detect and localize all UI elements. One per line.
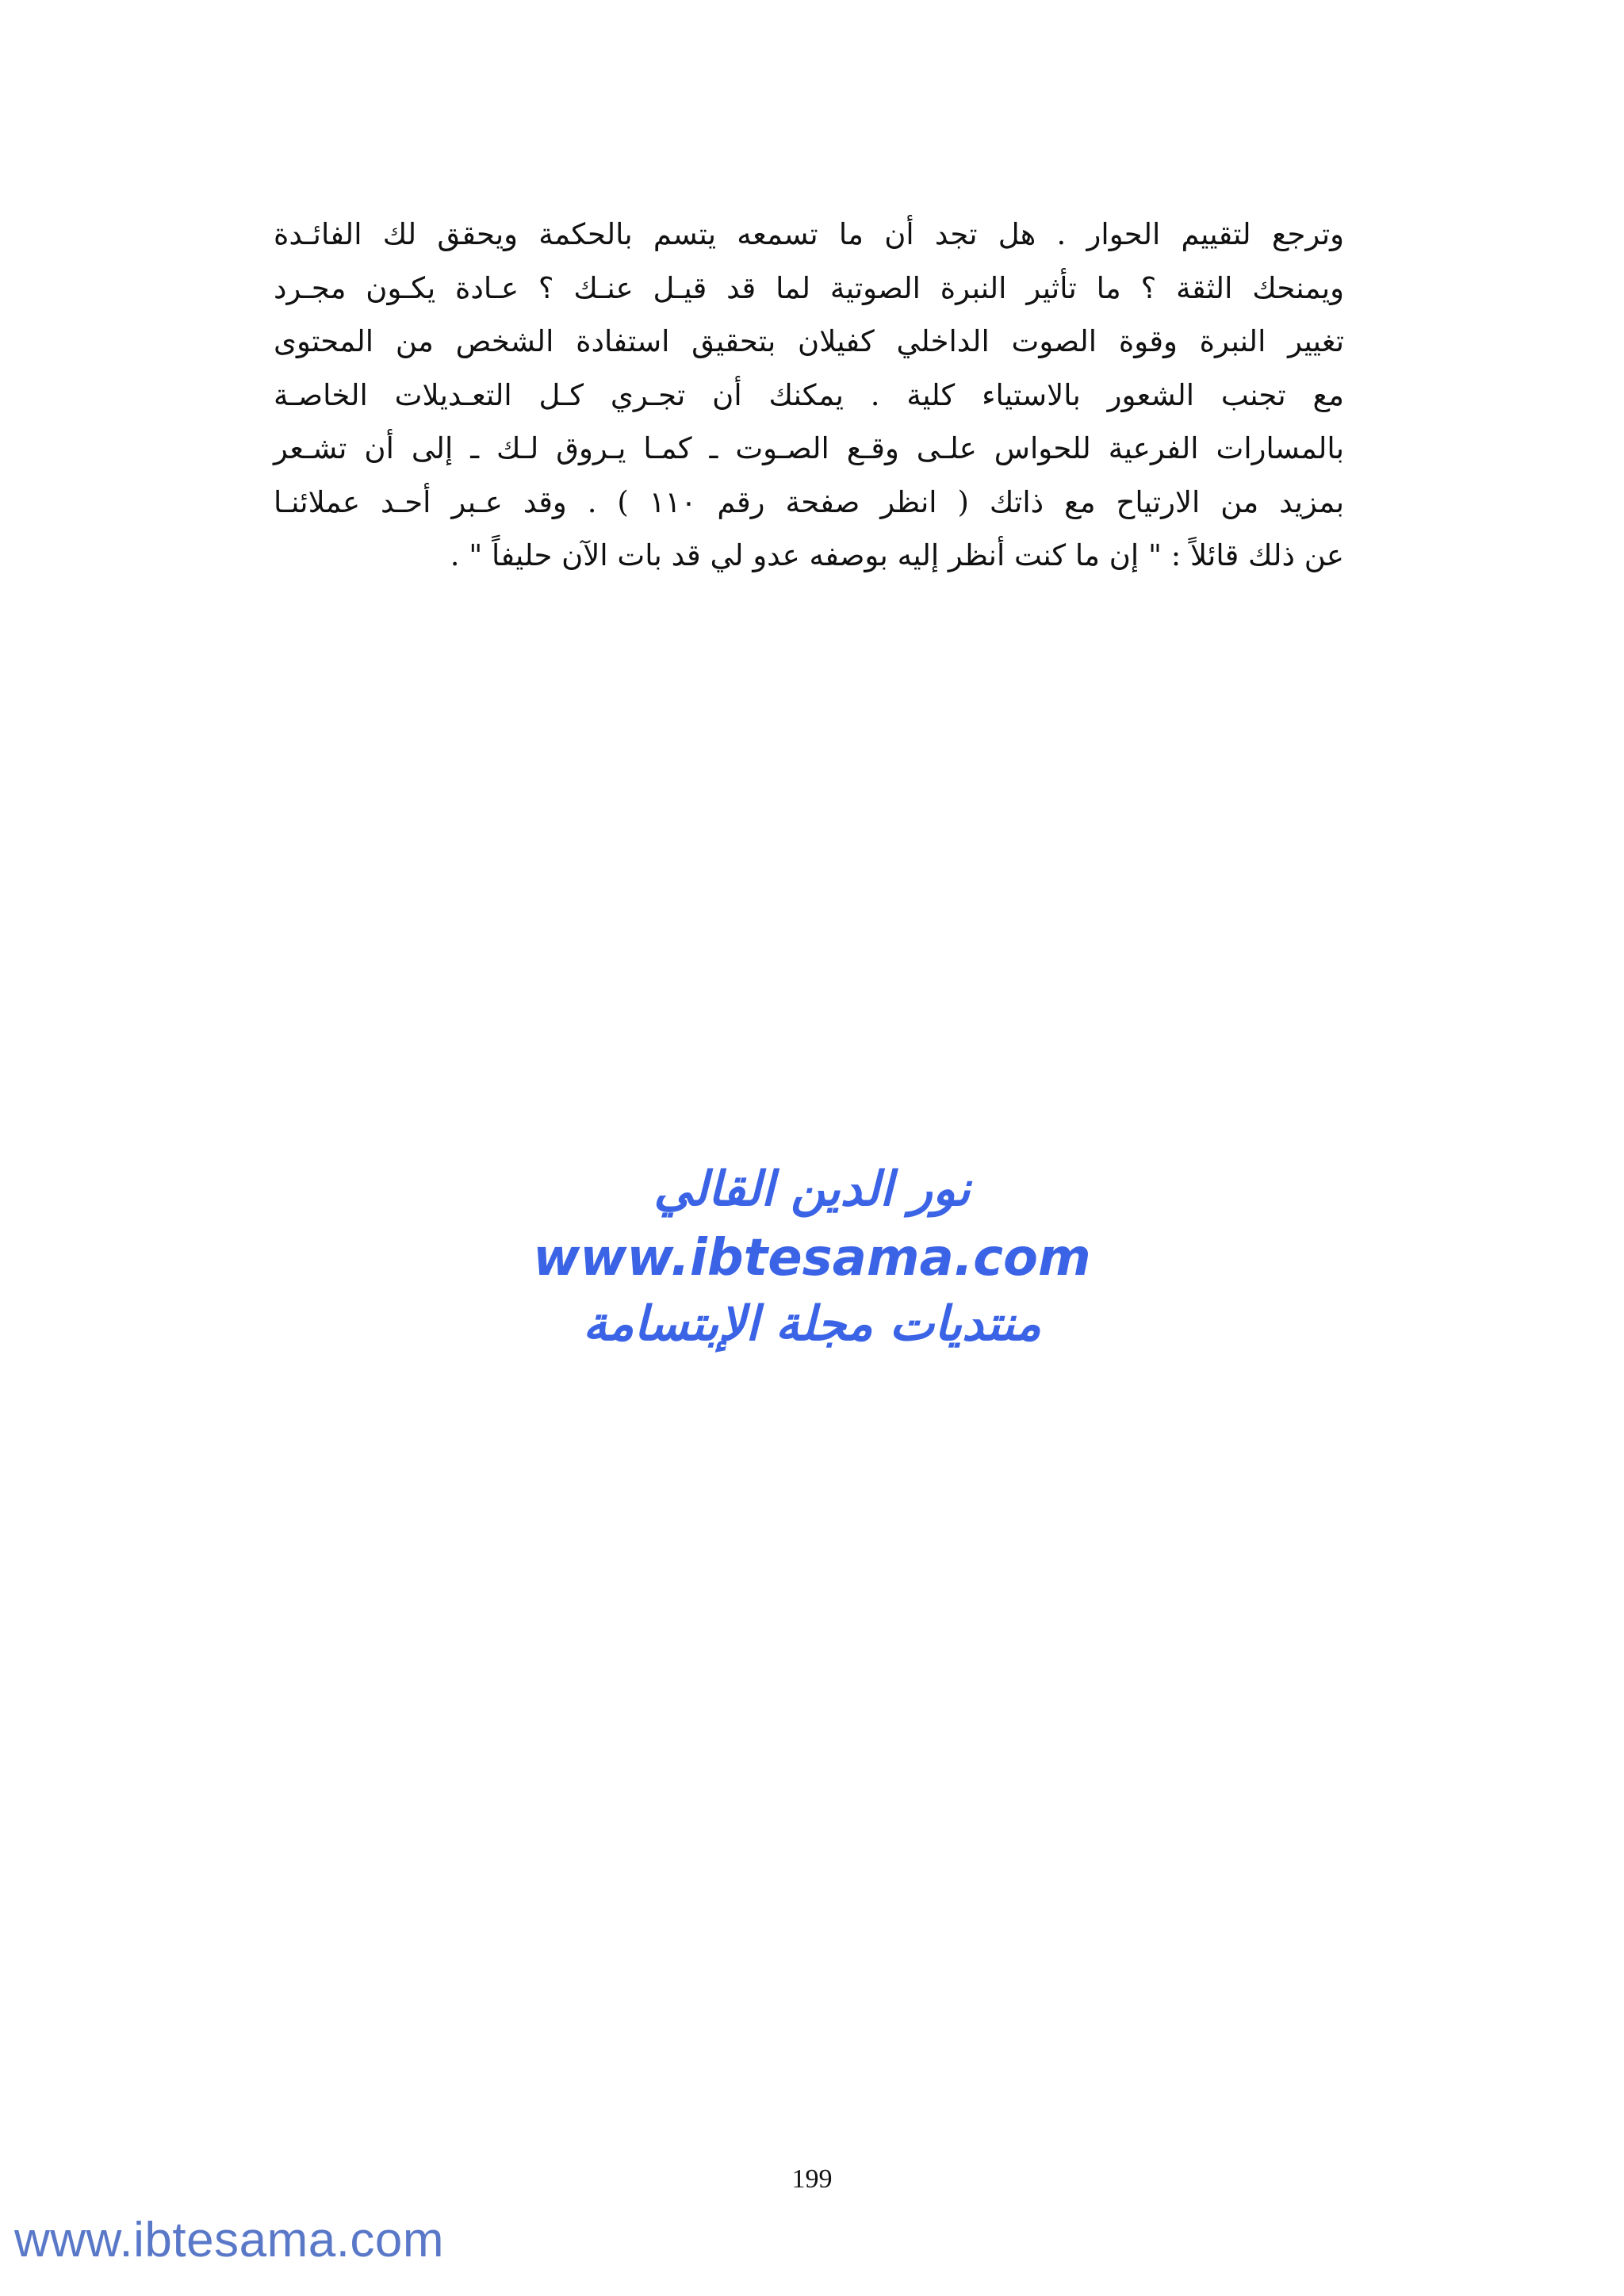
page-number: 199 — [791, 2164, 833, 2194]
body-paragraph — [274, 208, 1344, 583]
paragraph-line: تغيير النبرة وقوة الصوت الداخلي كفيلان بتحقيق استفادة الشخص من المحتوى — [274, 324, 1344, 358]
watermark-url: www.ibtesama.com — [533, 1229, 1091, 1288]
paragraph-line: وترجع لتقييم الحوار . هل تجد أن ما تسمعه يتسم بالحكمة ويحقق لك الفائـدة — [274, 217, 1344, 251]
paragraph-line: عن ذلك قائلاً : " إن ما كنت أنظر إليه بوصفه عدو لي قد بات الآن حليفاً " . — [450, 538, 1344, 572]
paragraph-line: ويمنحك الثقة ؟ ما تأثير النبرة الصوتية لما قد قيـل عنـك ؟ عـادة يكـون مجـرد — [274, 270, 1344, 305]
watermark-author: نور الدين القالي — [653, 1161, 971, 1217]
footer-site-link[interactable]: www.ibtesama.com — [14, 2213, 445, 2267]
watermark-forum-name: منتديات مجلة الإبتسامة — [583, 1296, 1041, 1352]
paragraph-line: بمزيد من الارتياح مع ذاتك ( انظر صفحة رقم ١١٠ ) . وقد عـبر أحـد عملائنـا — [274, 484, 1344, 519]
paragraph-line: بالمسارات الفرعية للحواس علـى وقـع الصـوت ـ كمـا يـروق لـك ـ إلى أن تشـعر — [274, 431, 1344, 465]
paragraph-line: مع تجنب الشعور بالاستياء كلية . يمكنك أن تجـري كـل التعـديلات الخاصـة — [274, 377, 1344, 412]
